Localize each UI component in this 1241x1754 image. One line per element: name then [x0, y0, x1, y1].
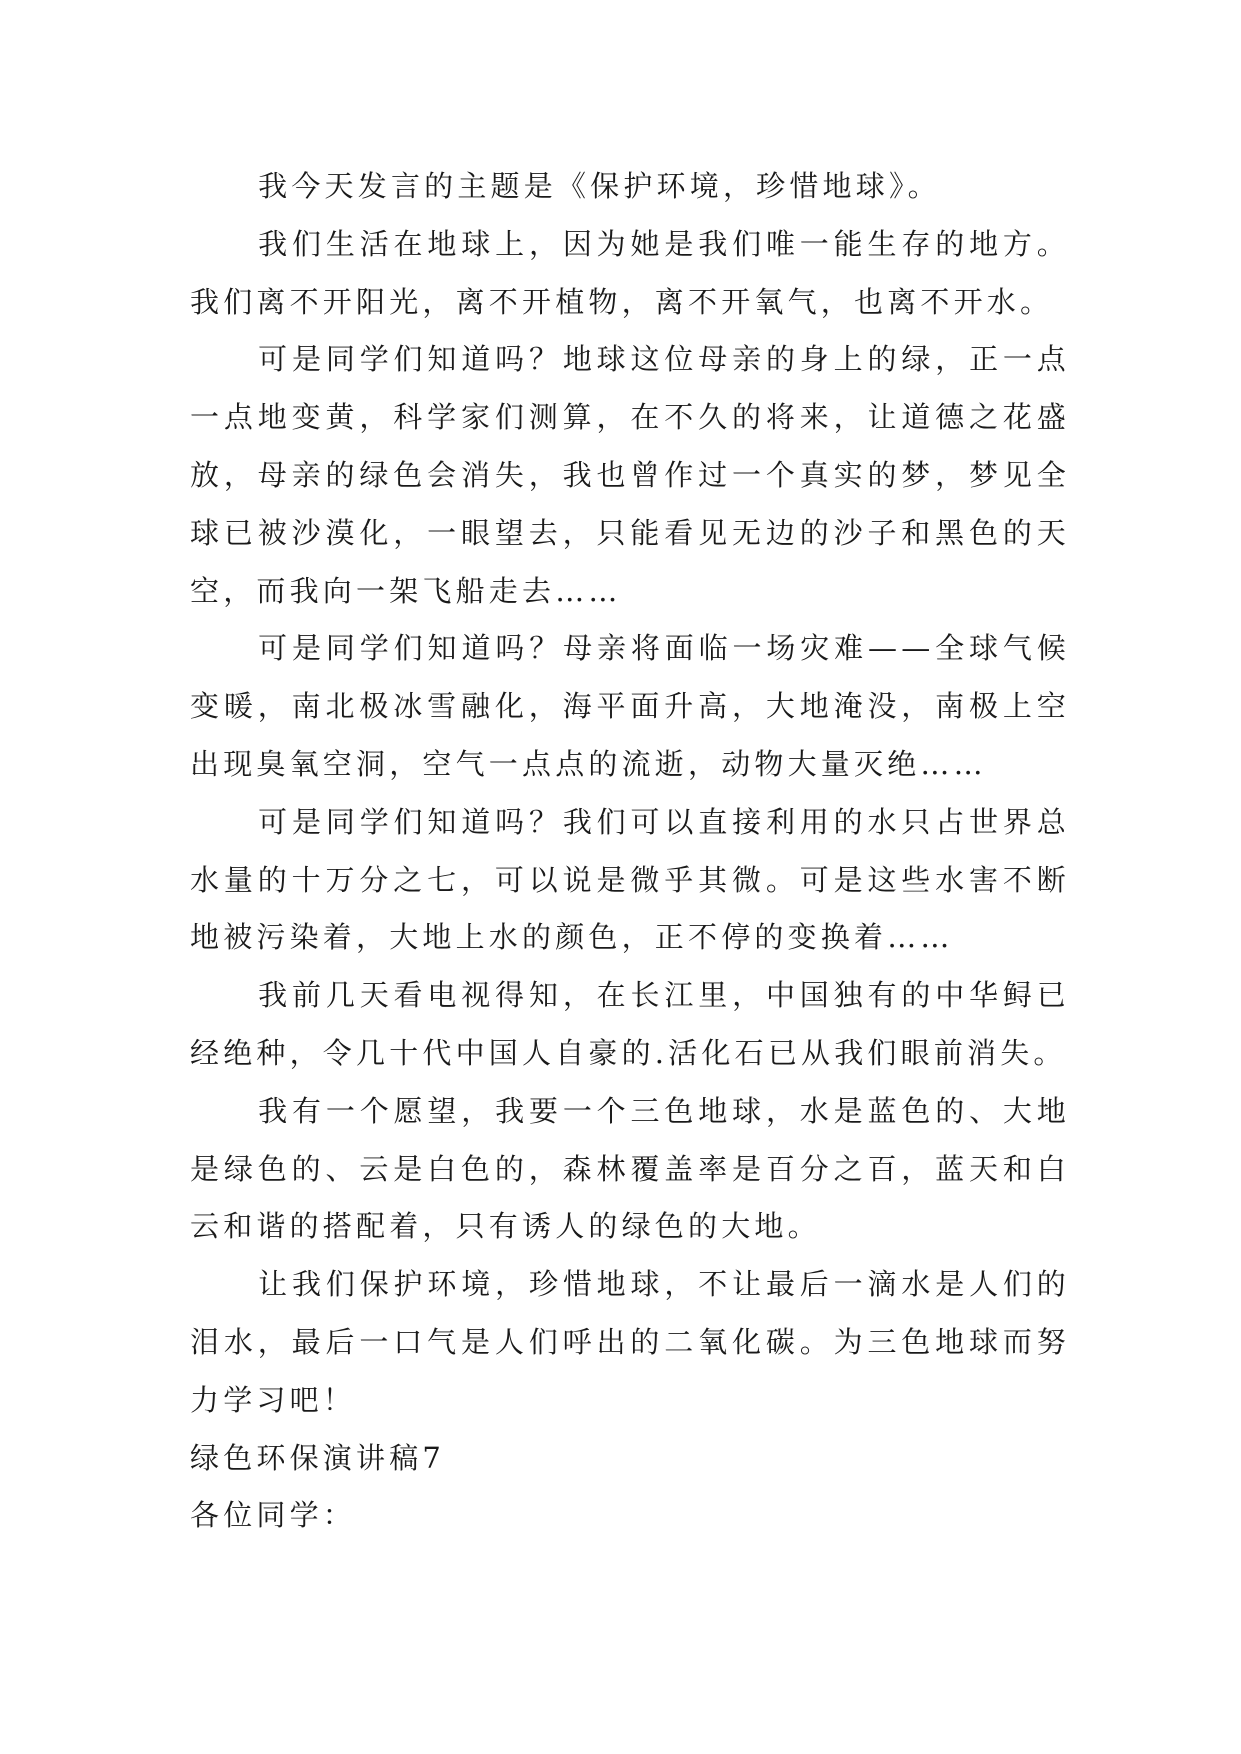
- section-title: 绿色环保演讲稿7: [190, 1440, 446, 1475]
- paragraph-6: 我前几天看电视得知，在长江里，中国独有的中华鲟已经绝种，令几十代中国人自豪的.活化石已从我们眼前消失。: [190, 978, 1070, 1070]
- paragraph-3: 可是同学们知道吗？地球这位母亲的身上的绿，正一点一点地变黄，科学家们测算，在不久的将来，让道德之花盛放，母亲的绿色会消失，我也曾作过一个真实的梦，梦见全球已被沙漠化，一眼望去，只能看见无边的沙子和黑色的天空，而我向一架飞船走去……: [190, 342, 1070, 608]
- paragraph-5: 可是同学们知道吗？我们可以直接利用的水只占世界总水量的十万分之七，可以说是微乎其微。可是这些水害不断地被污染着，大地上水的颜色，正不停的变换着……: [190, 804, 1070, 955]
- paragraph-8: 让我们保护环境，珍惜地球，不让最后一滴水是人们的泪水，最后一口气是人们呼出的二氧化碳。为三色地球而努力学习吧！: [190, 1267, 1070, 1417]
- greeting: 各位同学：: [190, 1498, 357, 1533]
- paragraph-1: 我今天发言的主题是《保护环境，珍惜地球》。: [258, 169, 941, 203]
- paragraph-2: 我们生活在地球上，因为她是我们唯一能生存的地方。我们离不开阳光，离不开植物，离不开氧气，也离不开水。: [190, 226, 1070, 319]
- paragraph-7: 我有一个愿望，我要一个三色地球，水是蓝色的、大地是绿色的、云是白色的，森林覆盖率是百分之百，蓝天和白云和谐的搭配着，只有诱人的绿色的大地。: [190, 1093, 1070, 1244]
- document-body: [190, 158, 1070, 1545]
- paragraph-4: 可是同学们知道吗？母亲将面临一场灾难——全球气候变暖，南北极冰雪融化，海平面升高，大地淹没，南极上空出现臭氧空洞，空气一点点的流逝，动物大量灭绝……: [190, 631, 1070, 781]
